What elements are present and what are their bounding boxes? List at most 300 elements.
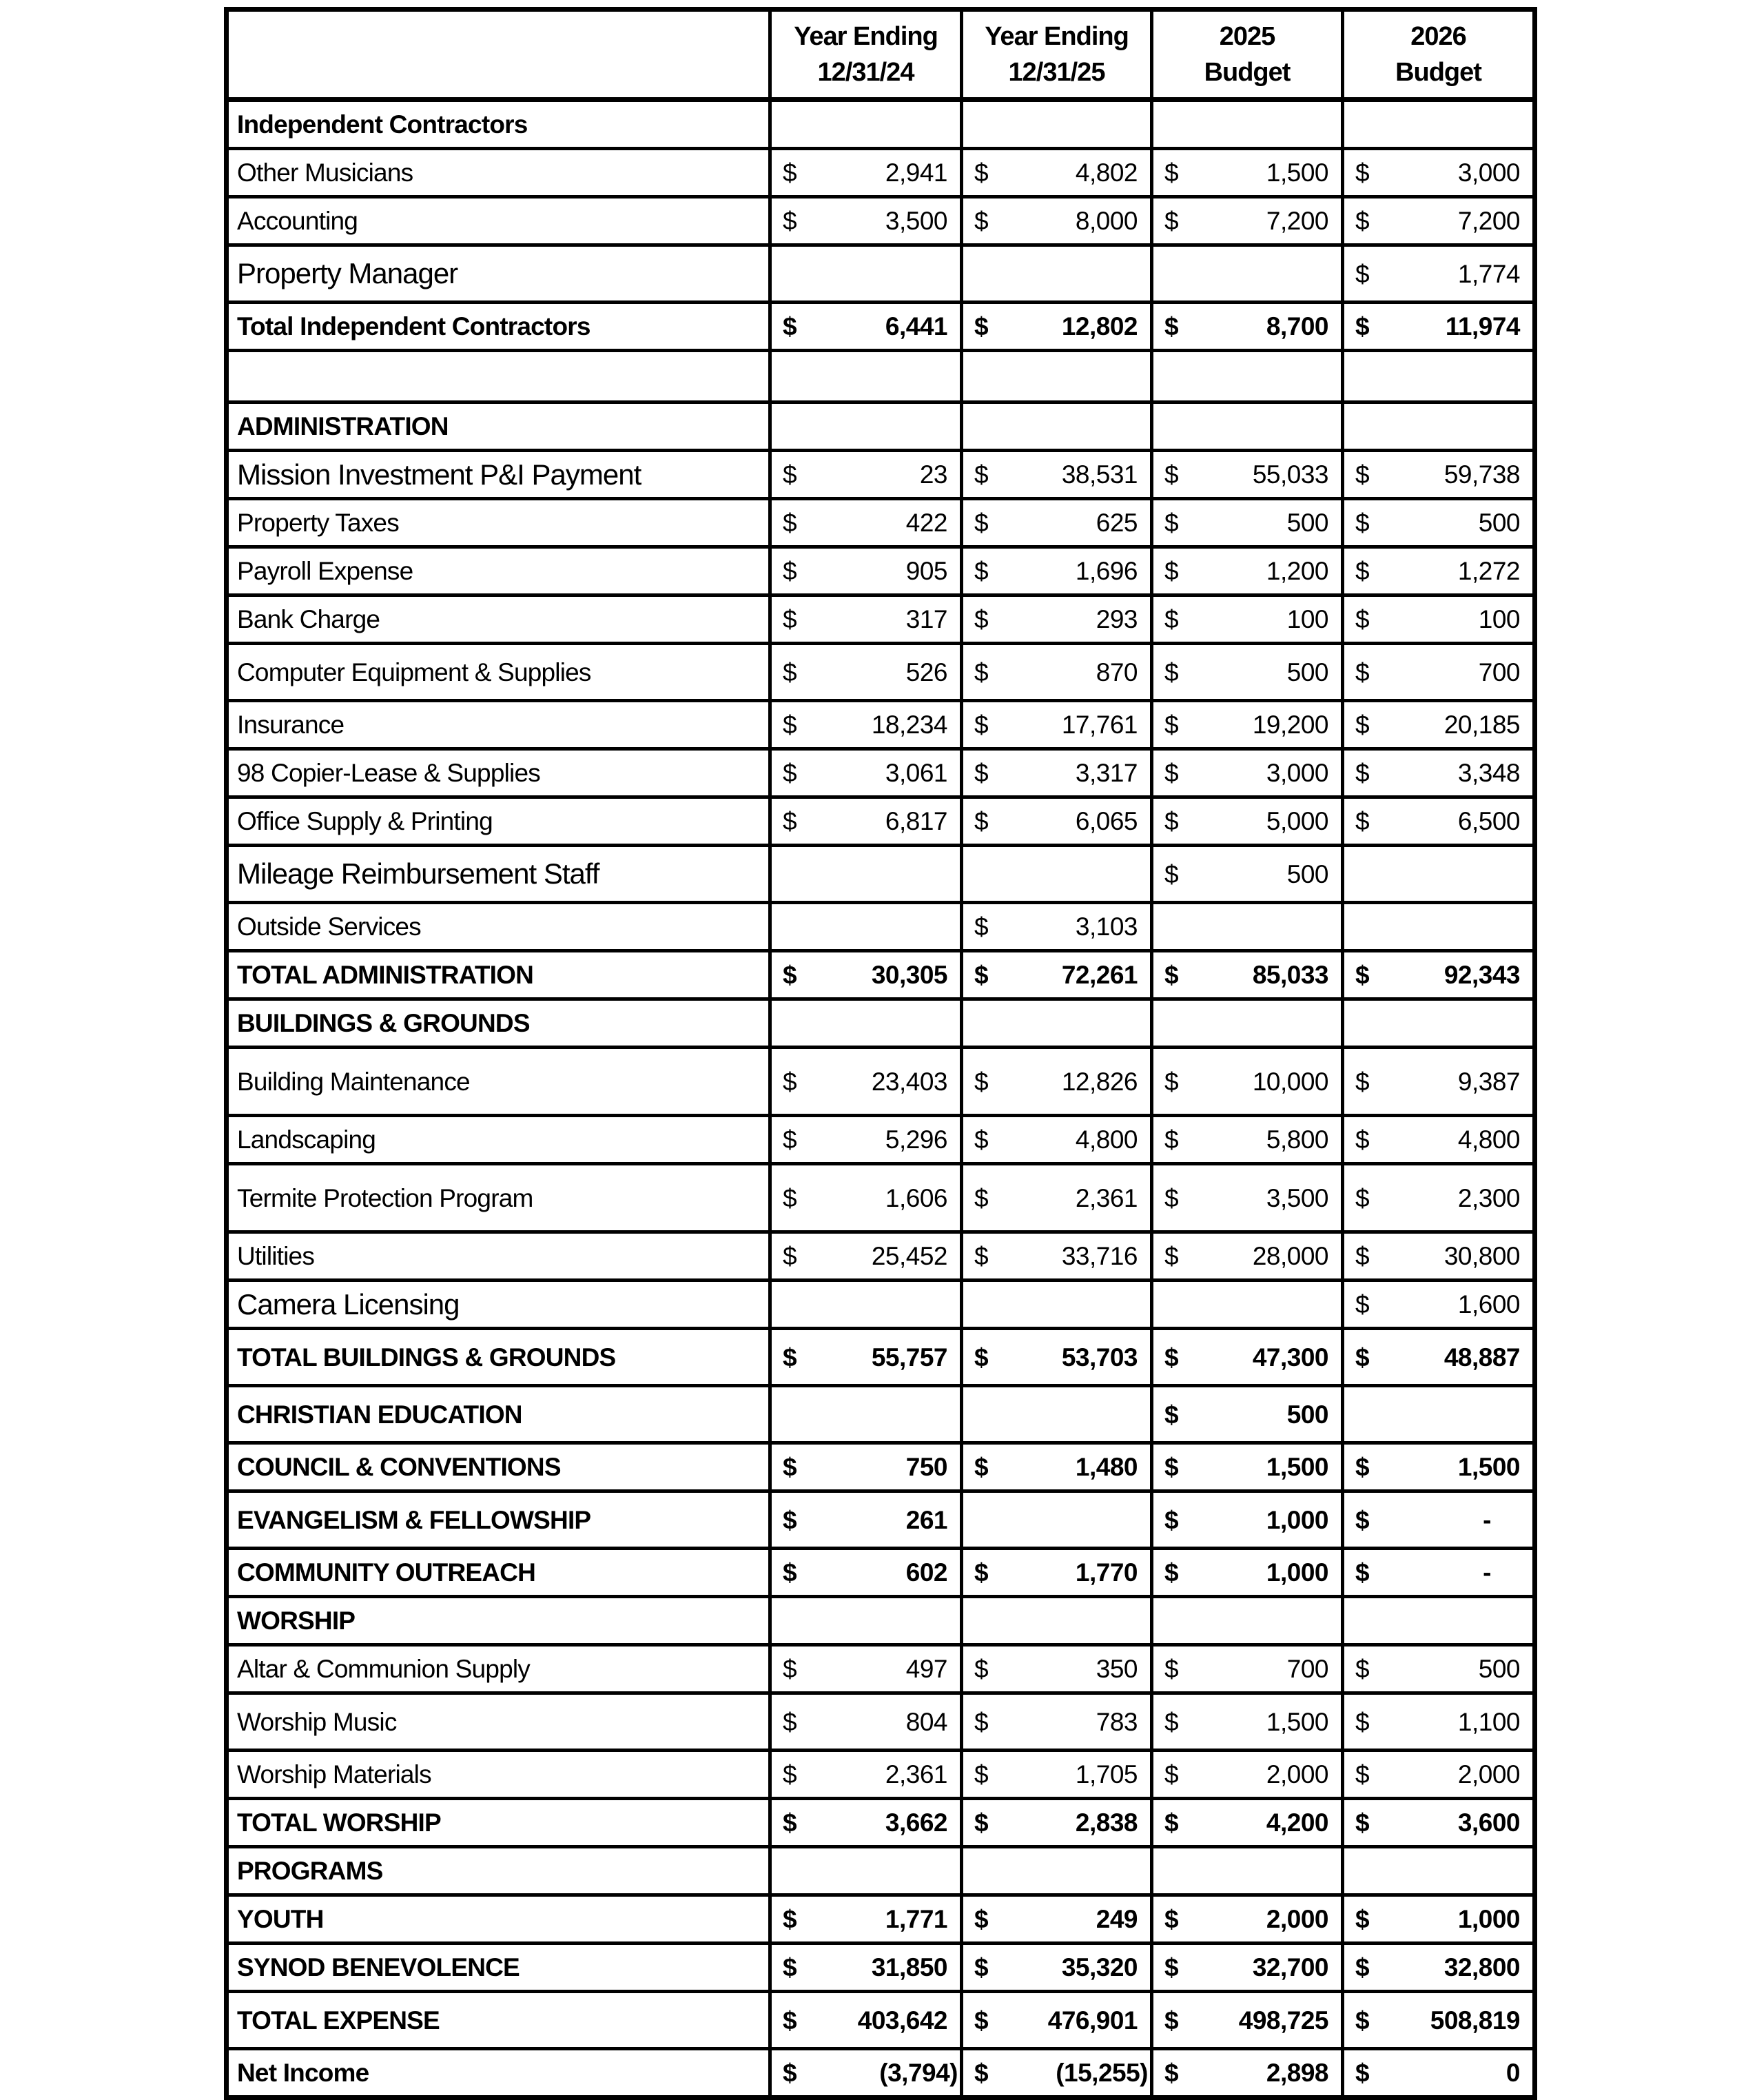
currency-symbol: $ — [783, 1808, 797, 1837]
amount-cell — [1343, 1799, 1535, 1847]
amount-value: 403,642 — [857, 2006, 947, 2035]
amount-cell — [770, 1847, 962, 1895]
row-label: TOTAL ADMINISTRATION — [227, 951, 770, 999]
row-label: Net Income — [227, 2049, 770, 2098]
currency-symbol: $ — [783, 1242, 797, 1270]
amount-value: 905 — [905, 557, 947, 585]
amount-value: 1,500 — [1266, 1453, 1328, 1481]
amount-cell — [770, 1116, 962, 1164]
amount-cell — [1152, 100, 1343, 149]
amount-cell — [770, 644, 962, 701]
currency-symbol: $ — [1355, 1760, 1370, 1788]
amount-cell — [1152, 402, 1343, 451]
amount-value: 750 — [905, 1453, 947, 1481]
amount-cell — [1152, 1944, 1343, 1992]
currency-symbol: $ — [1355, 1343, 1370, 1372]
amount-cell — [1343, 1992, 1535, 2049]
amount-cell — [962, 644, 1152, 701]
currency-symbol: $ — [1164, 312, 1179, 340]
currency-symbol: $ — [783, 1905, 797, 1933]
currency-symbol: $ — [1164, 509, 1179, 537]
currency-symbol: $ — [1355, 605, 1370, 633]
amount-cell — [1343, 644, 1535, 701]
amount-value: 1,500 — [1457, 1453, 1520, 1481]
amount-value: 3,000 — [1266, 759, 1328, 787]
amount-cell — [770, 402, 962, 451]
amount-cell — [1343, 1281, 1535, 1329]
amount-value: 500 — [1478, 509, 1520, 537]
table-row — [227, 1693, 1535, 1751]
amount-cell — [1152, 451, 1343, 499]
amount-cell — [1343, 1549, 1535, 1597]
amount-cell — [962, 2049, 1152, 2098]
amount-cell — [962, 1281, 1152, 1329]
amount-cell — [962, 1992, 1152, 2049]
amount-cell — [962, 402, 1152, 451]
amount-value: 4,800 — [1075, 1125, 1138, 1154]
amount-cell — [1343, 303, 1535, 351]
amount-value: 48,887 — [1443, 1343, 1520, 1372]
amount-value: 3,103 — [1075, 913, 1138, 941]
amount-value: 2,838 — [1075, 1808, 1138, 1837]
amount-value: 5,800 — [1266, 1125, 1328, 1154]
amount-value: 804 — [905, 1707, 947, 1736]
table-row — [227, 1944, 1535, 1992]
amount-cell — [1343, 1944, 1535, 1992]
amount-value: 9,387 — [1457, 1067, 1520, 1096]
table-row — [227, 1992, 1535, 2049]
amount-cell — [1152, 1443, 1343, 1491]
amount-cell — [962, 797, 1152, 846]
amount-cell — [1152, 951, 1343, 999]
currency-symbol: $ — [974, 159, 989, 187]
amount-cell — [770, 846, 962, 903]
table-row — [227, 1491, 1535, 1549]
currency-symbol: $ — [974, 2059, 989, 2087]
currency-symbol: $ — [783, 2059, 797, 2087]
amount-value: 6,500 — [1457, 807, 1520, 835]
amount-cell — [962, 1847, 1152, 1895]
currency-symbol: $ — [1355, 657, 1370, 686]
row-label: Total Independent Contractors — [227, 303, 770, 351]
amount-cell — [1152, 1693, 1343, 1751]
amount-cell — [1343, 749, 1535, 797]
table-row — [227, 1597, 1535, 1645]
amount-cell — [770, 797, 962, 846]
amount-cell — [1152, 1799, 1343, 1847]
amount-cell — [1152, 351, 1343, 402]
currency-symbol: $ — [1355, 1183, 1370, 1212]
amount-cell — [770, 1386, 962, 1443]
amount-cell — [1343, 1491, 1535, 1549]
amount-value: 2,000 — [1266, 1760, 1328, 1788]
row-label: CHRISTIAN EDUCATION — [227, 1386, 770, 1443]
currency-symbol: $ — [974, 1558, 989, 1587]
currency-symbol: $ — [783, 312, 797, 340]
currency-symbol: $ — [1355, 2006, 1370, 2035]
currency-symbol: $ — [1164, 807, 1179, 835]
currency-symbol: $ — [1164, 2059, 1179, 2087]
amount-value: 30,800 — [1443, 1242, 1520, 1270]
currency-symbol: $ — [1355, 1808, 1370, 1837]
amount-value: 3,662 — [885, 1808, 947, 1837]
spacer-row — [227, 351, 1535, 402]
currency-symbol: $ — [974, 312, 989, 340]
amount-value: 1,500 — [1266, 1707, 1328, 1736]
currency-symbol: $ — [1164, 1400, 1179, 1429]
row-label: Property Taxes — [227, 499, 770, 547]
amount-value: 498,725 — [1238, 2006, 1328, 2035]
amount-cell — [770, 701, 962, 749]
amount-value: 92,343 — [1443, 961, 1520, 989]
column-header-ye-2024 — [770, 10, 962, 100]
currency-symbol: $ — [1164, 711, 1179, 739]
amount-cell — [770, 1164, 962, 1232]
currency-symbol: $ — [1355, 509, 1370, 537]
currency-symbol: $ — [1355, 312, 1370, 340]
table-row — [227, 197, 1535, 245]
currency-symbol: $ — [1355, 711, 1370, 739]
currency-symbol: $ — [974, 657, 989, 686]
amount-cell — [1343, 846, 1535, 903]
amount-cell — [770, 1232, 962, 1281]
amount-value: 1,600 — [1457, 1290, 1520, 1318]
amount-value: 5,296 — [885, 1125, 947, 1154]
currency-symbol: $ — [974, 509, 989, 537]
amount-cell — [962, 451, 1152, 499]
currency-symbol: $ — [1355, 1905, 1370, 1933]
row-label: COMMUNITY OUTREACH — [227, 1549, 770, 1597]
currency-symbol: $ — [783, 759, 797, 787]
column-header-line1: Year Ending — [794, 22, 938, 51]
amount-cell — [1343, 451, 1535, 499]
amount-cell — [770, 1895, 962, 1944]
currency-symbol: $ — [1164, 1808, 1179, 1837]
currency-symbol: $ — [1355, 460, 1370, 489]
amount-value: 33,716 — [1061, 1242, 1138, 1270]
row-label: Office Supply & Printing — [227, 797, 770, 846]
amount-cell — [962, 1164, 1152, 1232]
amount-value: 0 — [1506, 2059, 1520, 2087]
amount-cell — [962, 197, 1152, 245]
amount-value: 526 — [905, 657, 947, 686]
amount-value: 23 — [919, 460, 947, 489]
amount-cell — [1152, 1386, 1343, 1443]
amount-cell — [770, 351, 962, 402]
currency-symbol: $ — [1164, 207, 1179, 235]
amount-cell — [962, 1116, 1152, 1164]
currency-symbol: $ — [783, 1125, 797, 1154]
table-row — [227, 100, 1535, 149]
table-row — [227, 303, 1535, 351]
table-row — [227, 644, 1535, 701]
row-label: Property Manager — [227, 245, 770, 303]
currency-symbol: $ — [783, 711, 797, 739]
currency-symbol: $ — [1164, 759, 1179, 787]
amount-cell — [1152, 149, 1343, 197]
amount-cell — [770, 197, 962, 245]
table-row — [227, 499, 1535, 547]
row-label: Landscaping — [227, 1116, 770, 1164]
currency-symbol: $ — [1355, 557, 1370, 585]
amount-cell — [770, 1944, 962, 1992]
amount-cell — [1152, 1895, 1343, 1944]
amount-cell — [962, 951, 1152, 999]
amount-cell — [1343, 1693, 1535, 1751]
table-row — [227, 999, 1535, 1048]
row-label: Independent Contractors — [227, 100, 770, 149]
amount-value: 700 — [1286, 1655, 1328, 1683]
currency-symbol: $ — [1355, 207, 1370, 235]
amount-value: 500 — [1286, 1400, 1328, 1429]
row-label: Worship Music — [227, 1693, 770, 1751]
amount-cell — [1152, 999, 1343, 1048]
amount-cell — [770, 1693, 962, 1751]
table-row — [227, 1799, 1535, 1847]
amount-cell — [1152, 903, 1343, 951]
currency-symbol: $ — [1164, 1242, 1179, 1270]
amount-cell — [770, 547, 962, 595]
amount-cell — [1152, 1116, 1343, 1164]
amount-value: (15,255) — [1056, 2059, 1148, 2087]
currency-symbol: $ — [974, 1125, 989, 1154]
amount-cell — [1152, 303, 1343, 351]
table-row — [227, 1645, 1535, 1693]
table-row — [227, 595, 1535, 644]
currency-symbol: $ — [1164, 1707, 1179, 1736]
row-label: Altar & Communion Supply — [227, 1645, 770, 1693]
amount-value: 3,000 — [1457, 159, 1520, 187]
amount-cell — [770, 999, 962, 1048]
amount-cell — [1343, 701, 1535, 749]
currency-symbol: $ — [974, 1760, 989, 1788]
currency-symbol: $ — [1164, 1905, 1179, 1933]
row-label: Utilities — [227, 1232, 770, 1281]
amount-cell — [962, 595, 1152, 644]
amount-value: 32,800 — [1443, 1953, 1520, 1981]
amount-cell — [1343, 999, 1535, 1048]
row-label: PROGRAMS — [227, 1847, 770, 1895]
amount-cell — [1152, 1597, 1343, 1645]
currency-symbol: $ — [783, 1953, 797, 1981]
amount-value: 508,819 — [1430, 2006, 1520, 2035]
amount-value: 1,500 — [1266, 159, 1328, 187]
amount-cell — [1343, 951, 1535, 999]
amount-cell — [962, 1751, 1152, 1799]
amount-cell — [1152, 1992, 1343, 2049]
amount-cell — [1343, 1597, 1535, 1645]
amount-value: 1,200 — [1266, 557, 1328, 585]
amount-cell — [1343, 499, 1535, 547]
currency-symbol: $ — [974, 759, 989, 787]
currency-symbol: $ — [1355, 1707, 1370, 1736]
table-row — [227, 903, 1535, 951]
amount-cell — [1152, 499, 1343, 547]
currency-symbol: $ — [1164, 1558, 1179, 1587]
amount-value: 1,272 — [1457, 557, 1520, 585]
amount-cell — [1152, 1751, 1343, 1799]
amount-cell — [770, 951, 962, 999]
amount-value: 3,061 — [885, 759, 947, 787]
currency-symbol: $ — [974, 711, 989, 739]
currency-symbol: $ — [783, 557, 797, 585]
currency-symbol: $ — [783, 657, 797, 686]
amount-value: 2,941 — [885, 159, 947, 187]
amount-cell — [770, 1281, 962, 1329]
table-row — [227, 1232, 1535, 1281]
amount-cell — [962, 1232, 1152, 1281]
amount-value: 12,802 — [1061, 312, 1138, 340]
amount-value: 53,703 — [1061, 1343, 1138, 1372]
currency-symbol: $ — [974, 1953, 989, 1981]
amount-cell — [962, 749, 1152, 797]
amount-cell — [770, 1048, 962, 1116]
row-label: WORSHIP — [227, 1597, 770, 1645]
amount-cell — [1152, 797, 1343, 846]
currency-symbol: $ — [1164, 605, 1179, 633]
amount-value: 602 — [905, 1558, 947, 1587]
amount-value: 32,700 — [1252, 1953, 1328, 1981]
row-label: Computer Equipment & Supplies — [227, 644, 770, 701]
amount-value: 500 — [1478, 1655, 1520, 1683]
amount-value: 6,065 — [1075, 807, 1138, 835]
amount-cell — [1152, 644, 1343, 701]
currency-symbol: $ — [1164, 1505, 1179, 1534]
table-body — [227, 100, 1535, 2098]
row-label: TOTAL BUILDINGS & GROUNDS — [227, 1329, 770, 1386]
row-label: YOUTH — [227, 1895, 770, 1944]
amount-cell — [770, 1549, 962, 1597]
amount-value: 3,317 — [1075, 759, 1138, 787]
amount-value: 1,606 — [885, 1183, 947, 1212]
currency-symbol: $ — [1164, 159, 1179, 187]
amount-value: 1,696 — [1075, 557, 1138, 585]
amount-value: 2,000 — [1457, 1760, 1520, 1788]
currency-symbol: $ — [1355, 2059, 1370, 2087]
row-label: Other Musicians — [227, 149, 770, 197]
amount-value: 500 — [1286, 657, 1328, 686]
column-header-line2: 12/31/24 — [817, 58, 914, 87]
amount-value: 2,361 — [885, 1760, 947, 1788]
amount-value: 870 — [1096, 657, 1138, 686]
currency-symbol: $ — [1164, 1760, 1179, 1788]
row-label: COUNCIL & CONVENTIONS — [227, 1443, 770, 1491]
column-header-line2: Budget — [1204, 58, 1291, 87]
row-label: Mileage Reimbursement Staff — [227, 846, 770, 903]
amount-value: 1,480 — [1075, 1453, 1138, 1481]
table-row — [227, 1281, 1535, 1329]
amount-value: 100 — [1478, 605, 1520, 633]
currency-symbol: $ — [783, 1655, 797, 1683]
amount-value: 3,500 — [1266, 1183, 1328, 1212]
currency-symbol: $ — [1355, 259, 1370, 288]
amount-value: 47,300 — [1252, 1343, 1328, 1372]
amount-cell — [770, 1597, 962, 1645]
amount-cell — [770, 903, 962, 951]
currency-symbol: $ — [974, 1808, 989, 1837]
currency-symbol: $ — [1355, 1953, 1370, 1981]
amount-value: 783 — [1096, 1707, 1138, 1736]
amount-value: 2,898 — [1266, 2059, 1328, 2087]
amount-cell — [1152, 197, 1343, 245]
currency-symbol: $ — [1164, 961, 1179, 989]
amount-cell — [962, 1645, 1152, 1693]
currency-symbol: $ — [783, 1558, 797, 1587]
currency-symbol: $ — [783, 605, 797, 633]
amount-cell — [1343, 547, 1535, 595]
amount-value: 497 — [905, 1655, 947, 1683]
column-header-line1: Year Ending — [985, 22, 1129, 51]
amount-cell — [770, 149, 962, 197]
amount-cell — [962, 303, 1152, 351]
table-row — [227, 1048, 1535, 1116]
amount-cell — [1343, 2049, 1535, 2098]
amount-value: 6,441 — [885, 312, 947, 340]
amount-value: 23,403 — [871, 1067, 947, 1096]
amount-value: 55,757 — [871, 1343, 947, 1372]
amount-cell — [1343, 1895, 1535, 1944]
amount-value: 6,817 — [885, 807, 947, 835]
amount-cell — [962, 1386, 1152, 1443]
amount-value: 85,033 — [1252, 961, 1328, 989]
table-row — [227, 1751, 1535, 1799]
currency-symbol: $ — [783, 961, 797, 989]
amount-cell — [962, 1693, 1152, 1751]
table-row — [227, 547, 1535, 595]
amount-cell — [770, 1799, 962, 1847]
currency-symbol: $ — [783, 1183, 797, 1212]
amount-cell — [962, 1443, 1152, 1491]
amount-value: 28,000 — [1252, 1242, 1328, 1270]
amount-cell — [1343, 1751, 1535, 1799]
row-label: Insurance — [227, 701, 770, 749]
amount-value: 5,000 — [1266, 807, 1328, 835]
currency-symbol: $ — [1355, 1505, 1370, 1534]
amount-value: 422 — [905, 509, 947, 537]
amount-value: 17,761 — [1061, 711, 1138, 739]
row-label: Outside Services — [227, 903, 770, 951]
amount-cell — [962, 100, 1152, 149]
amount-value: 4,802 — [1075, 159, 1138, 187]
table-row — [227, 1116, 1535, 1164]
amount-cell — [1152, 2049, 1343, 2098]
table-row — [227, 701, 1535, 749]
currency-symbol: $ — [1164, 1125, 1179, 1154]
amount-cell — [962, 1597, 1152, 1645]
currency-symbol: $ — [1164, 1183, 1179, 1212]
currency-symbol: $ — [1164, 557, 1179, 585]
amount-cell — [1152, 1645, 1343, 1693]
amount-cell — [1343, 402, 1535, 451]
row-label: Camera Licensing — [227, 1281, 770, 1329]
amount-value: 2,300 — [1457, 1183, 1520, 1212]
currency-symbol: $ — [783, 159, 797, 187]
amount-cell — [962, 149, 1152, 197]
amount-value: 249 — [1096, 1905, 1138, 1933]
header-row — [227, 10, 1535, 100]
amount-cell — [1343, 1329, 1535, 1386]
amount-cell — [770, 595, 962, 644]
amount-value: 476,901 — [1047, 2006, 1138, 2035]
currency-symbol: $ — [974, 1242, 989, 1270]
table-row — [227, 1164, 1535, 1232]
amount-value: - — [1483, 1505, 1491, 1534]
amount-cell — [962, 1895, 1152, 1944]
amount-cell — [770, 1992, 962, 2049]
amount-cell — [1152, 1329, 1343, 1386]
column-header-line2: Budget — [1395, 58, 1481, 87]
currency-symbol: $ — [1164, 1453, 1179, 1481]
